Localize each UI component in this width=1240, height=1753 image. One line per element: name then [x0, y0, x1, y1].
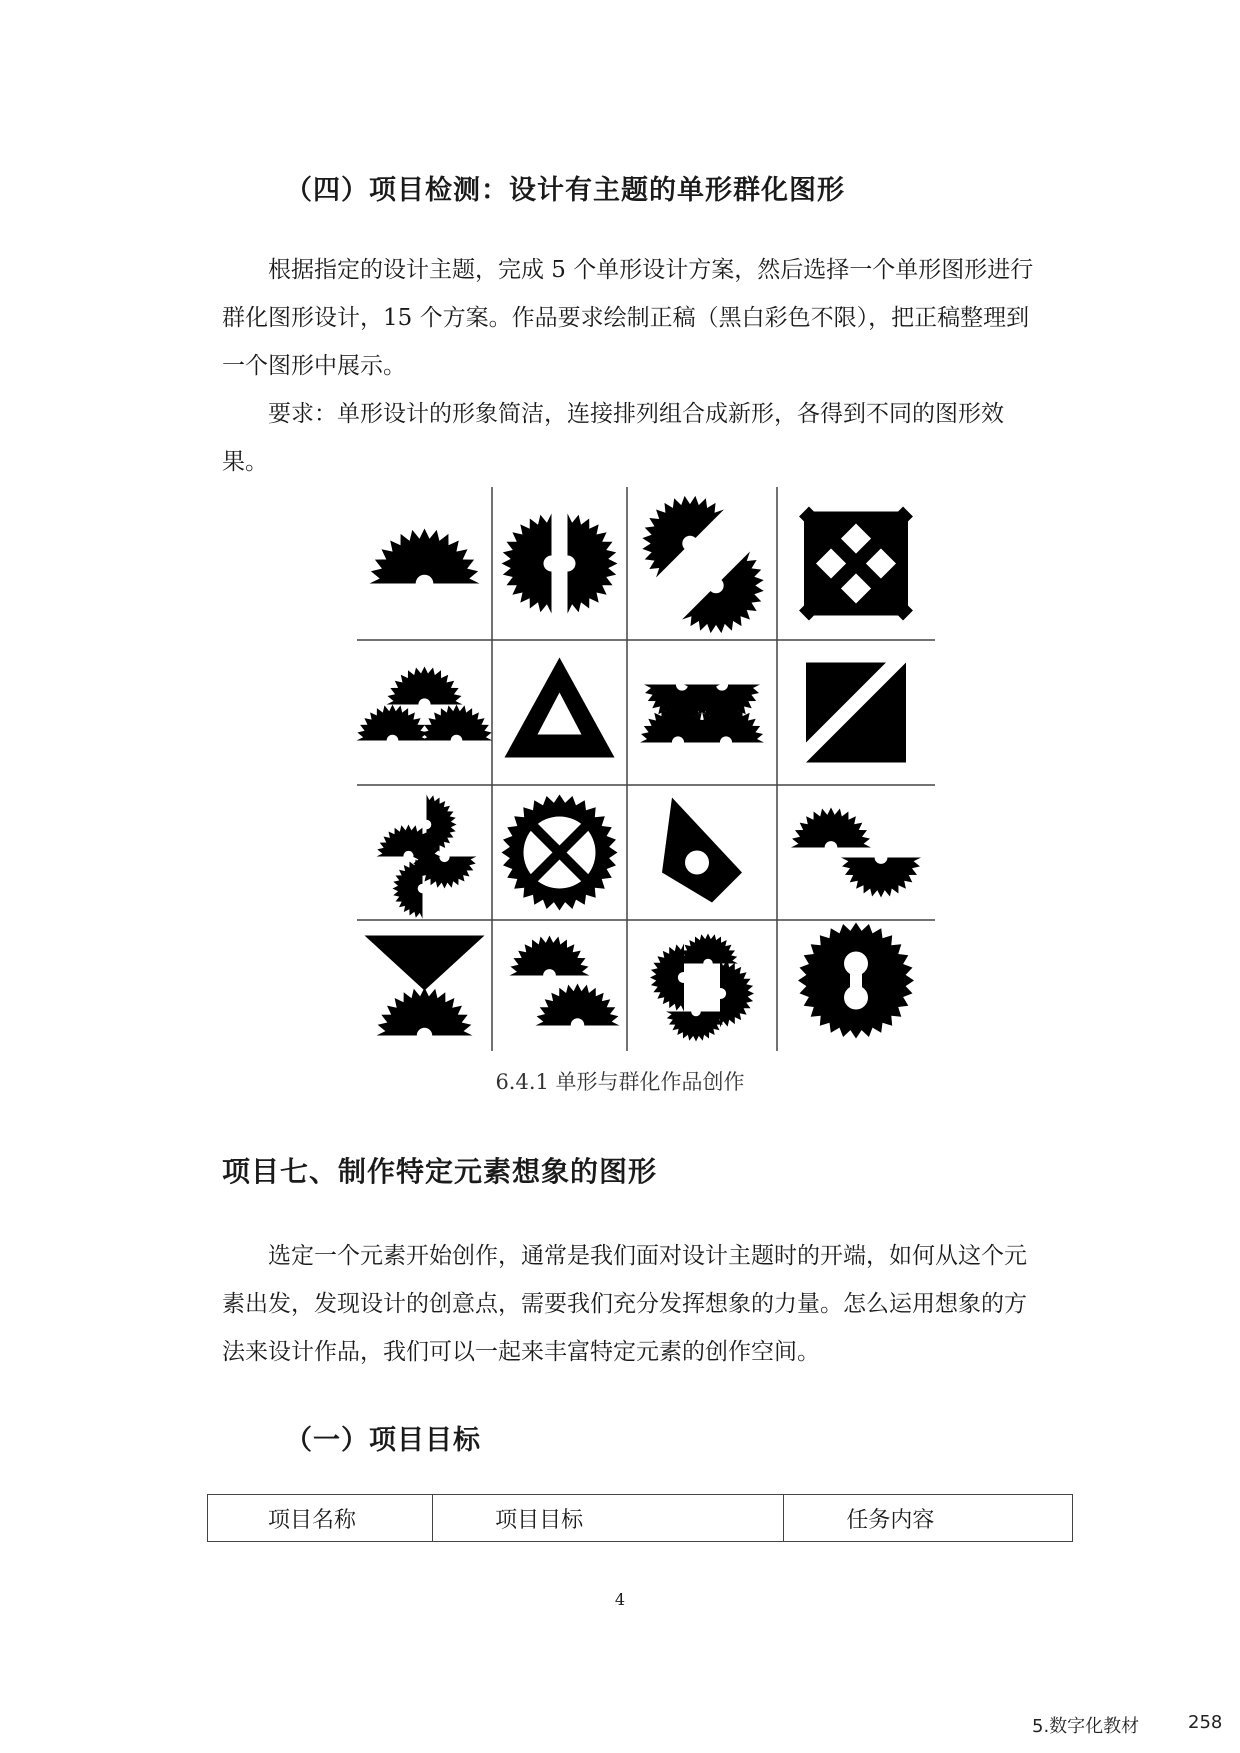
section-heading: （四）项目检测：设计有主题的单形群化图形: [285, 175, 845, 206]
gear-motif: [666, 1012, 726, 1042]
gear-motif: [791, 808, 871, 848]
gear-motif: [427, 795, 457, 855]
footer-page-number: 258: [1188, 1712, 1223, 1733]
paragraph: 根据指定的设计主题，完成 5 个单形设计方案，然后选择一个单形图形进行群化图形设计，15 个方案。作品要求绘制正稿（黑白彩色不限），把正稿整理到一个图形中展示。: [222, 257, 1034, 379]
gear-motif: [720, 960, 754, 1028]
gear-motif: [377, 988, 473, 1036]
table-header-cell: 项目目标: [433, 1495, 784, 1542]
goals-table: [207, 1494, 1073, 1542]
figure-grid: [357, 487, 935, 1051]
gear-motif: [421, 705, 493, 741]
project-heading: 项目七、制作特定元素想象的图形: [222, 1155, 658, 1188]
gear-motif: [393, 859, 423, 919]
page-number: 4: [614, 1590, 626, 1609]
gear-motif: [510, 936, 590, 976]
gear-motif: [387, 667, 463, 705]
gear-motif: [370, 529, 480, 584]
table-header-cell: 任务内容: [784, 1495, 1073, 1542]
gear-motif: [502, 514, 552, 614]
gear-motif: [682, 552, 784, 654]
figure-caption: 6.4.1 单形与群化作品创作: [495, 1070, 745, 1094]
figure-image: [357, 487, 935, 1051]
gear-motif: [622, 487, 724, 577]
paragraph: 要求：单形设计的形象简洁，连接排列组合成新形，各得到不同的图形效果。: [222, 401, 1004, 475]
gear-motif: [678, 934, 738, 964]
footer-label: 5.数字化教材: [1032, 1716, 1140, 1737]
table-header-row: [208, 1495, 1073, 1542]
gear-motif: [650, 944, 684, 1012]
paragraph: 选定一个元素开始创作，通常是我们面对设计主题时的开端，如何从这个元素出发，发现设计的创意点，需要我们充分发挥想象的力量。怎么运用想象的方法来设计作品，我们可以一起来丰富特定元素的创作空间。: [222, 1243, 1027, 1365]
gear-motif: [568, 514, 618, 614]
gear-motif: [357, 705, 429, 741]
gear-motif: [536, 984, 620, 1026]
subsection-heading: （一）项目目标: [285, 1425, 481, 1456]
gear-motif: [841, 858, 921, 898]
table-header-cell: 项目名称: [208, 1495, 433, 1542]
